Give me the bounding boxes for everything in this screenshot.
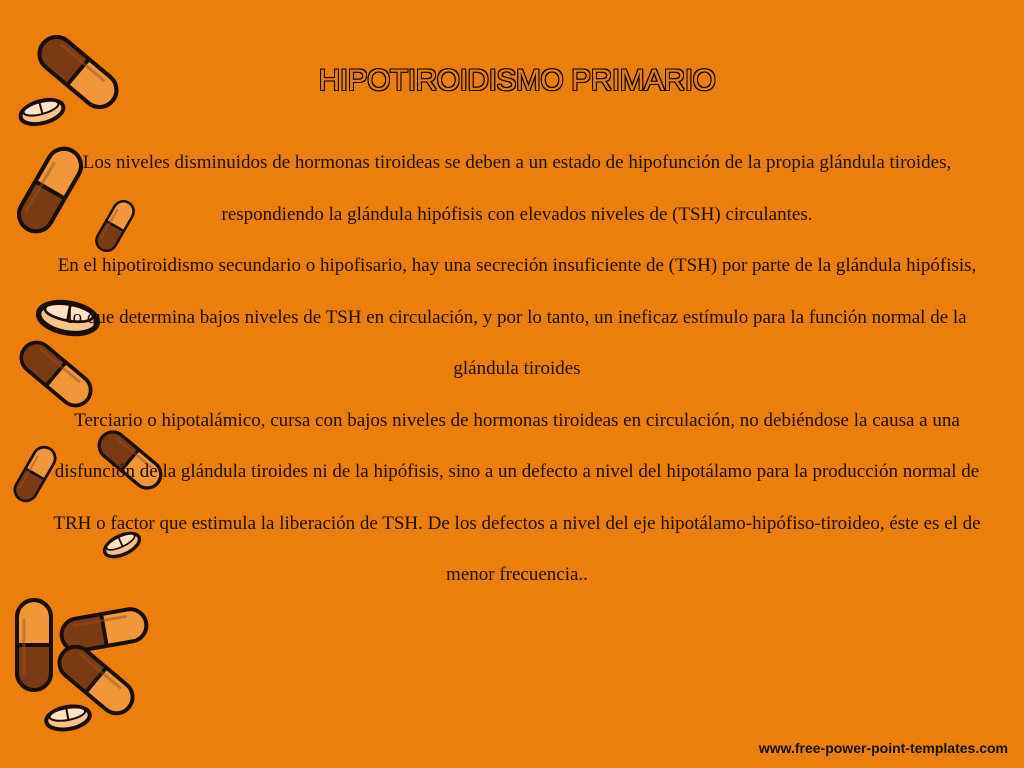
tablet-icon <box>18 96 66 129</box>
capsule-icon <box>17 600 51 690</box>
slide-title: HIPOTIROIDISMO PRIMARIO <box>318 64 716 97</box>
tablet-icon <box>44 703 91 732</box>
paragraph-tertiary: Terciario o hipotalámico, cursa con bajos niveles de hormonas tiroideas en circulación, no debiéndose la causa a una disfunción de la glándula tiroides ni de la hipófisis, sino a un defecto a nivel del hipotálamo para la producción normal de TRH o factor que estimula la liberación de TSH. De los defectos a nivel del eje hipotálamo-hipófiso-tiroideo, éste es el de menor frecuencia.. <box>53 409 981 585</box>
footer-url: www.free-power-point-templates.com <box>758 740 1008 756</box>
slide-body <box>52 137 982 601</box>
paragraph-primary: Los niveles disminuidos de hormonas tiroideas se deben a un estado de hipofunción de la propia glándula tiroides, respondiendo la glándula hipófisis con elevados niveles de (TSH) circulantes. <box>82 152 952 225</box>
paragraph-secondary: En el hipotiroidismo secundario o hipofisario, hay una secreción insuficiente de (TSH) por parte de la glándula hipófisis, lo que determina bajos niveles de TSH en circulación, y por lo tanto, un ineficaz estímulo para la función normal de la glándula tiroides <box>57 255 977 379</box>
